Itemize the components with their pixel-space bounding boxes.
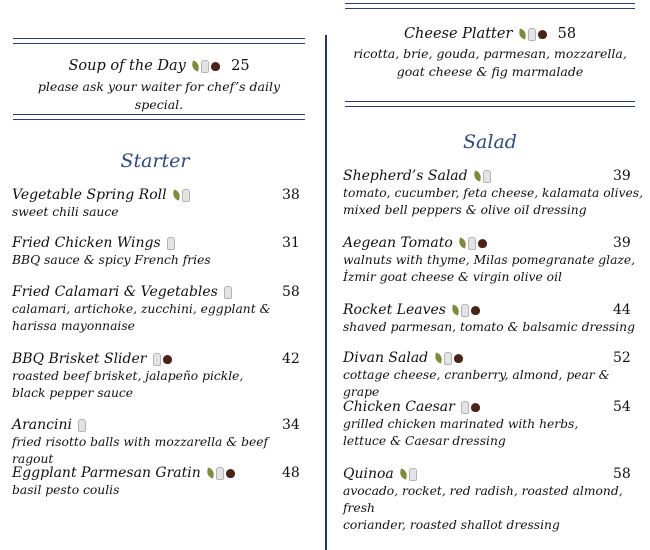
menu-item [343, 234, 643, 286]
item-desc-line: basil pesto coulis [12, 483, 120, 497]
cheese-title-line [345, 26, 635, 42]
milk-icon [167, 237, 175, 250]
item-desc-line: avocado, rocket, red radish, roasted almond, fresh [343, 484, 623, 515]
left-column [0, 0, 318, 550]
item-name: Quinoa [343, 466, 394, 482]
leaf-icon [192, 60, 201, 71]
item-desc-line: black pepper sauce [12, 386, 134, 400]
item-name: Aegean Tomato [343, 235, 453, 251]
milk-icon [182, 189, 190, 202]
item-name-line [343, 167, 643, 185]
item-price: 58 [613, 466, 631, 482]
cheese-icons [517, 26, 547, 42]
item-name: Vegetable Spring Roll [12, 187, 167, 203]
heart-icon [471, 403, 480, 412]
item-desc-line: tomato, cucumber, feta cheese, kalamata olives, [343, 186, 643, 200]
item-price: 38 [282, 187, 300, 203]
item-desc-line: lettuce & Caesar dressing [343, 434, 506, 448]
item-desc-line: harissa mayonnaise [12, 319, 135, 333]
menu-item [12, 283, 312, 335]
milk-icon [153, 353, 161, 366]
leaf-icon [434, 352, 443, 363]
item-desc-line: calamari, artichoke, zucchini, eggplant & [12, 302, 271, 316]
heart-icon [163, 355, 172, 364]
milk-icon [528, 28, 536, 41]
soup-bottom-rule [13, 114, 305, 120]
item-name-line [343, 234, 643, 252]
item-price: 39 [613, 235, 631, 251]
milk-icon [409, 468, 417, 481]
leaf-icon [452, 304, 461, 315]
item-desc-line: sweet chili sauce [12, 205, 119, 219]
milk-icon [444, 352, 452, 365]
leaf-icon [206, 467, 215, 478]
milk-icon [78, 419, 86, 432]
item-name-line [12, 464, 312, 482]
item-name: Eggplant Parmesan Gratin [12, 465, 201, 481]
menu-item [12, 350, 312, 402]
menu-item [343, 349, 643, 401]
heart-icon [471, 306, 480, 315]
item-price: 34 [282, 417, 300, 433]
item-desc-line: coriander, roasted shallot dressing [343, 518, 560, 532]
item-price: 31 [282, 235, 300, 251]
heart-icon [538, 30, 547, 39]
item-desc-line: grilled chicken marinated with herbs, [343, 417, 579, 431]
cheese-bottom-rule [345, 101, 635, 107]
item-name-line [343, 301, 643, 319]
menu-item [12, 464, 312, 499]
item-name-line [343, 398, 643, 416]
soup-title-line [13, 58, 305, 74]
item-name: Divan Salad [343, 350, 429, 366]
milk-icon [224, 286, 232, 299]
milk-icon [201, 60, 209, 73]
item-desc-line: BBQ sauce & spicy French fries [12, 253, 211, 267]
cheese-name: Cheese Platter [403, 26, 513, 42]
milk-icon [461, 304, 469, 317]
cheese-desc-line-1: ricotta, brie, gouda, parmesan, mozzarella, [353, 46, 627, 61]
heart-icon [454, 354, 463, 363]
item-price: 42 [282, 351, 300, 367]
item-desc-line: mixed bell peppers & olive oil dressing [343, 203, 587, 217]
item-price: 54 [613, 399, 631, 415]
menu-item [12, 186, 312, 221]
leaf-icon [473, 170, 482, 181]
item-name-line [343, 349, 643, 367]
item-name: Arancini [12, 417, 72, 433]
soup-price: 25 [231, 58, 250, 74]
menu-item [12, 416, 312, 468]
heart-icon [478, 239, 487, 248]
soup-icons [190, 58, 220, 74]
item-name-line [12, 283, 312, 301]
item-name-line [12, 186, 312, 204]
item-name: Rocket Leaves [343, 302, 446, 318]
milk-icon [461, 401, 469, 414]
leaf-icon [458, 237, 467, 248]
soup-box [13, 58, 305, 114]
menu-item [12, 234, 312, 269]
item-name: Fried Calamari & Vegetables [12, 284, 218, 300]
item-price: 39 [613, 168, 631, 184]
item-desc-line: roasted beef brisket, jalapeño pickle, [12, 369, 244, 383]
soup-top-rule [13, 38, 305, 44]
column-divider [325, 35, 327, 550]
section-title-starter: Starter [120, 150, 190, 172]
item-desc-line: cottage cheese, cranberry, almond, pear & grape [343, 368, 610, 399]
item-desc-line: shaved parmesan, tomato & balsamic dressing [343, 320, 635, 334]
heart-icon [211, 62, 220, 71]
menu-item [343, 167, 643, 219]
item-name: Fried Chicken Wings [12, 235, 161, 251]
item-name: Chicken Caesar [343, 399, 455, 415]
item-desc-line: walnuts with thyme, Milas pomegranate glaze, [343, 253, 636, 267]
milk-icon [483, 170, 491, 183]
item-name-line [12, 416, 312, 434]
leaf-icon [399, 468, 408, 479]
leaf-icon [172, 189, 181, 200]
item-name-line [12, 350, 312, 368]
item-name-line [12, 234, 312, 252]
item-name: Shepherd’s Salad [343, 168, 468, 184]
item-price: 58 [282, 284, 300, 300]
item-name-line [343, 465, 643, 483]
milk-icon [216, 467, 224, 480]
heart-icon [226, 469, 235, 478]
milk-icon [468, 237, 476, 250]
soup-desc: please ask your waiter for chef’s daily special. [37, 79, 281, 112]
section-title-salad: Salad [463, 131, 517, 153]
item-desc-line: İzmir goat cheese & virgin olive oil [343, 270, 562, 284]
leaf-icon [518, 28, 527, 39]
right-column [330, 0, 650, 550]
item-price: 48 [282, 465, 300, 481]
soup-name: Soup of the Day [68, 58, 186, 74]
item-price: 52 [613, 350, 631, 366]
menu-item [343, 301, 643, 336]
item-price: 44 [613, 302, 631, 318]
item-desc-line: fried risotto balls with mozzarella & beef ragout [12, 435, 269, 466]
cheese-top-rule [345, 3, 635, 9]
cheese-box [345, 26, 635, 81]
cheese-price: 58 [557, 26, 577, 42]
cheese-desc-line-2: goat cheese & fig marmalade [396, 64, 584, 79]
menu-item [343, 465, 643, 534]
item-name: BBQ Brisket Slider [12, 351, 147, 367]
menu-item [343, 398, 643, 450]
